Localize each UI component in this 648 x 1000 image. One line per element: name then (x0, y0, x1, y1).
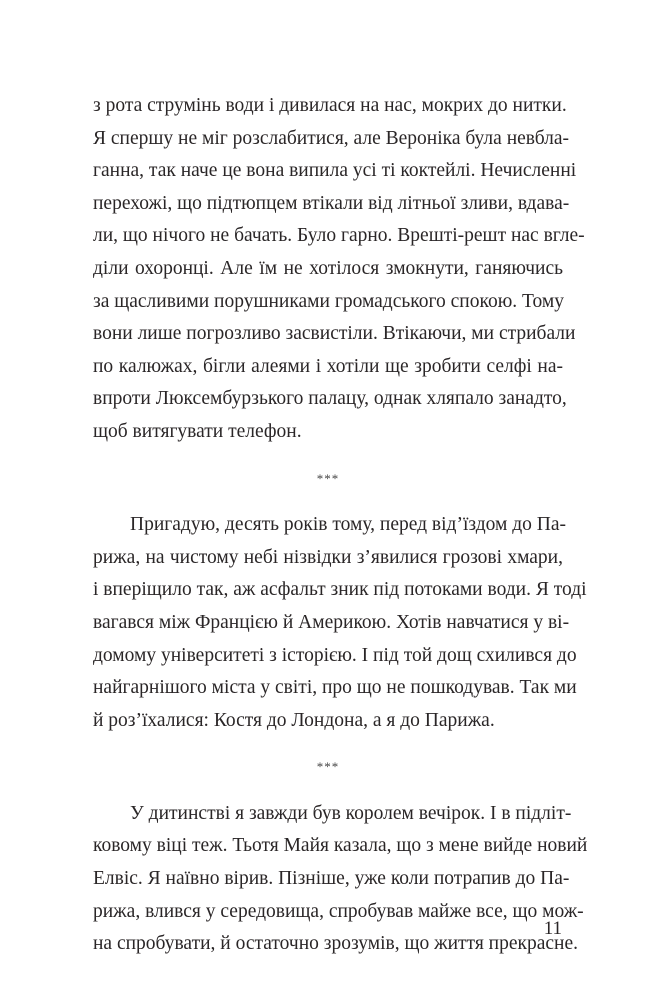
text-line: вони лише погрозливо засвистіли. Втікаючи, ми стрибали (93, 323, 576, 345)
text-line: і вперіщило так, аж асфальт зник під потоками води. Я тоді (93, 579, 587, 601)
text-line: ковому віці теж. Тьотя Майя казала, що з мене вийде новий (93, 835, 588, 857)
text-line: впроти Люксембурзького палацу, однак хляпало занадто, (93, 388, 567, 410)
page-number: 11 (543, 918, 562, 939)
text-line: щоб витягувати телефон. (93, 420, 302, 442)
text-line: рижа, на чистому небі нізвідки з’явилися грозові хмари, (93, 546, 563, 568)
text-line: Пригадую, десять років тому, перед від’їздом до Па- (130, 514, 567, 536)
paragraph (93, 509, 587, 737)
text-line: на спробувати, й остаточно зрозумів, що життя прекрасне. (93, 933, 579, 955)
text-line: ганна, так наче це вона випила усі ті коктейлі. Нечисленні (93, 160, 577, 182)
text-line: й роз’їхалися: Костя до Лондона, а я до Парижа. (93, 709, 495, 731)
text-line: за щасливими порушниками громадського спокою. Тому (93, 290, 564, 312)
paragraph (93, 90, 585, 449)
text-line: діли охоронці. Але їм не хотілося змокнути, ганяючись (93, 257, 563, 279)
text-line: ли, що нічого не бачать. Було гарно. Врешті-решт нас вгле- (93, 225, 585, 247)
text-line: Я спершу не міг розслабитися, але Вероніка була невбла- (93, 127, 570, 149)
book-page-text (93, 90, 588, 961)
text-line: Елвіс. Я наївно вірив. Пізніше, уже коли потрапив до Па- (93, 868, 570, 890)
text-line: найгарнішого міста у світі, про що не пошкодував. Так ми (93, 677, 577, 699)
text-line: перехожі, що підтюпцем втікали від літньої зливи, вдава- (93, 192, 570, 214)
text-line: У дитинстві я завжди був королем вечірок. І в підліт- (130, 802, 572, 824)
section-separator: *** (316, 759, 340, 775)
text-line: з рота струмінь води і дивилася на нас, мокрих до нитки. (93, 95, 567, 116)
text-line: домому університеті з історією. І під той дощ схилився до (93, 644, 577, 666)
text-line: рижа, влився у середовища, спробував майже все, що мож- (93, 900, 584, 922)
paragraph (93, 798, 588, 961)
text-line: по калюжах, бігли алеями і хотіли ще зробити селфі на- (93, 355, 563, 377)
text-line: вагався між Францією й Америкою. Хотів навчатися у ві- (93, 611, 570, 633)
section-separator: *** (316, 470, 340, 486)
